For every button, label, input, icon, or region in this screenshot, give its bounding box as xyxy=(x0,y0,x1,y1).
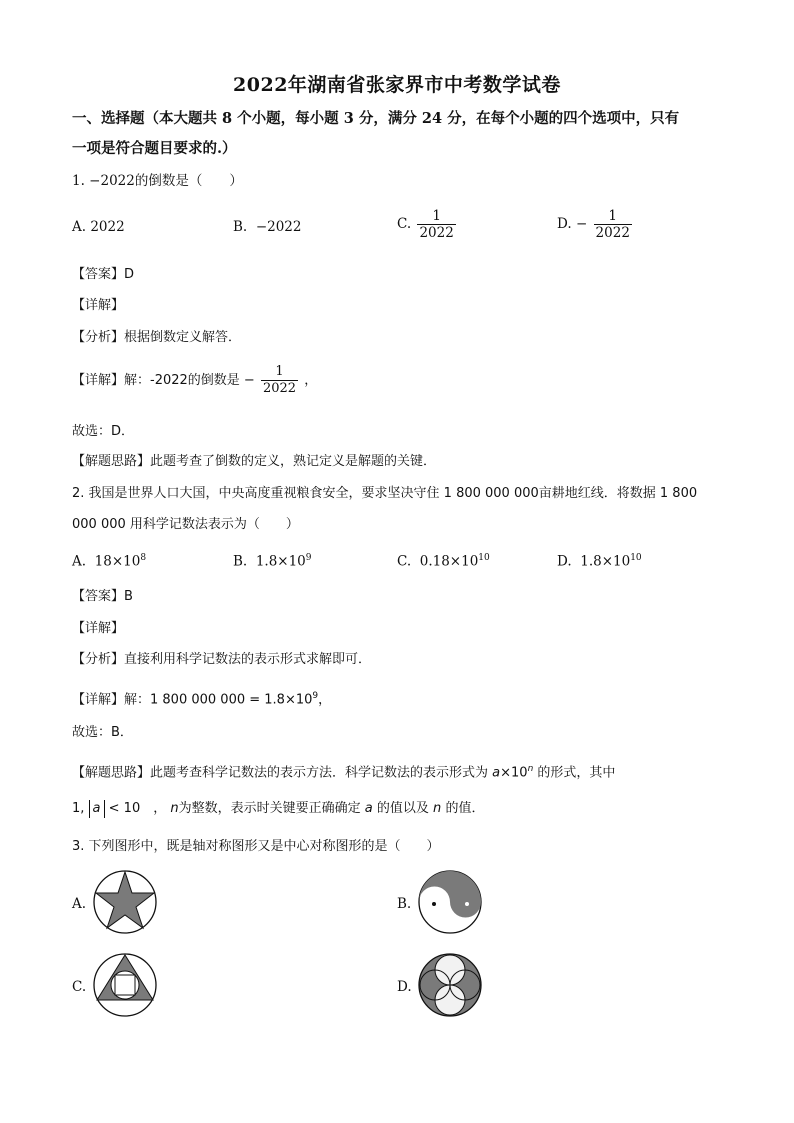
four-petal-circle-icon xyxy=(417,952,483,1018)
q1-option-d-fraction xyxy=(594,208,632,241)
q2-option-c-exp: 10 xyxy=(478,553,490,563)
q2-explanation-exp: 9 xyxy=(312,691,319,701)
q1-option-c-denominator: 2022 xyxy=(419,225,454,241)
q1-analysis: 【分析】根据倒数定义解答． xyxy=(72,330,242,345)
q1-option-c xyxy=(397,208,458,241)
q2-option-b xyxy=(233,553,312,570)
q1-option-c-fraction xyxy=(417,208,455,241)
q1-choose: 故选：D． xyxy=(72,424,135,439)
q2-idea xyxy=(72,760,615,782)
q2-idea-times: ×10 xyxy=(500,765,528,781)
q2-option-a-prefix: A. xyxy=(72,553,87,570)
q1-option-d-sign: − xyxy=(575,216,588,232)
q2-condition-n: n xyxy=(170,801,179,816)
q1-option-d xyxy=(557,208,634,241)
star-in-circle-icon xyxy=(92,869,158,935)
q2-idea-n: n xyxy=(527,764,534,774)
q3-label-a: A. xyxy=(72,896,87,912)
q2-option-d-exp: 10 xyxy=(630,553,642,563)
q2-condition-n2: n xyxy=(433,801,442,816)
q2-option-d-base: 1.8×10 xyxy=(580,553,631,570)
q2-idea-text: 【解题思路】此题考查科学记数法的表示方法．科学记数法的表示形式为 xyxy=(72,765,489,781)
q2-stem-line1: 2. 我国是世界人口大国，中央高度重视粮食安全，要求坚决守住 1 800 000 000亩耕地红线．将数据 1 800 xyxy=(72,486,698,501)
q2-option-a xyxy=(72,553,146,570)
q2-analysis: 【分析】直接利用科学记数法的表示形式求解即可． xyxy=(72,652,372,667)
q3-label-c: C. xyxy=(72,979,87,995)
q2-idea-suffix: 的形式，其中 xyxy=(537,765,616,781)
q1-explanation-numerator: 1 xyxy=(275,364,284,379)
q2-condition-prefix: 1, xyxy=(72,801,85,816)
q1-idea: 【解题思路】此题考查了倒数的定义，熟记定义是解题的关键． xyxy=(72,454,437,469)
q1-option-b-value: −2022 xyxy=(255,219,302,235)
yin-yang-icon xyxy=(417,869,483,935)
q1-option-d-numerator: 1 xyxy=(608,208,618,224)
q3-label-d: D. xyxy=(397,979,412,995)
q2-detail-header: 【详解】 xyxy=(72,621,125,636)
q2-condition-abs-a: a xyxy=(89,800,105,818)
q2-condition-end: 的值． xyxy=(445,801,485,816)
q1-explanation-text: 【详解】解：-2022的倒数是 xyxy=(72,373,240,388)
q2-option-b-exp: 9 xyxy=(305,553,312,563)
q1-detail-header: 【详解】 xyxy=(72,298,125,313)
q1-explanation-denominator: 2022 xyxy=(262,381,297,396)
q2-answer: 【答案】B xyxy=(72,589,133,604)
section-heading-line2: 一项是符合题目要求的.） xyxy=(72,140,237,157)
q2-option-d xyxy=(557,553,642,570)
q2-condition-mid: 为整数，表示时关键要正确确定 xyxy=(178,801,361,816)
q1-explanation-sign: − xyxy=(243,373,255,388)
q1-stem: 1. −2022的倒数是（ ） xyxy=(72,173,243,189)
q1-option-c-prefix: C. xyxy=(397,216,412,232)
q2-option-c xyxy=(397,553,490,570)
q1-explanation-suffix: ， xyxy=(304,373,318,388)
q2-explanation xyxy=(72,687,331,709)
page-title: 2022年湖南省张家界市中考数学试卷 xyxy=(233,74,561,96)
q1-option-c-numerator: 1 xyxy=(432,208,441,224)
q2-option-b-base: 1.8×10 xyxy=(255,553,306,570)
q2-choose: 故选：B． xyxy=(72,725,133,740)
q3-label-b: B. xyxy=(397,896,412,912)
q2-option-c-base: 0.18×10 xyxy=(419,553,479,570)
q2-condition xyxy=(72,800,484,818)
q2-option-d-prefix: D. xyxy=(557,553,572,570)
q2-option-a-base: 18×10 xyxy=(94,553,141,570)
q2-explanation-suffix: ， xyxy=(318,692,332,708)
q2-explanation-text: 【详解】解：1 800 000 000 = 1.8×10 xyxy=(72,692,313,708)
q2-idea-a: a xyxy=(492,765,501,781)
q3-stem: 3. 下列图形中，既是轴对称图形又是中心对称图形的是（ ） xyxy=(72,839,440,854)
q1-option-b-prefix: B. xyxy=(233,219,248,235)
q1-explanation-fraction xyxy=(261,364,298,397)
q2-option-c-prefix: C. xyxy=(397,553,412,570)
q1-option-d-denominator: 2022 xyxy=(595,225,630,241)
triangle-square-in-circle-icon xyxy=(92,952,158,1018)
q1-explanation xyxy=(72,364,317,397)
q1-answer: 【答案】D xyxy=(72,267,135,282)
q1-option-a: A. 2022 xyxy=(72,219,125,235)
q2-option-a-exp: 8 xyxy=(140,553,147,563)
q2-option-b-prefix: B. xyxy=(233,553,248,570)
section-heading-line1: 一、选择题（本大题共 8 个小题，每小题 3 分，满分 24 分，在每个小题的四个选项中，只有 xyxy=(72,110,680,127)
q2-condition-mid2: 的值以及 xyxy=(376,801,429,816)
q1-option-d-prefix: D. xyxy=(557,216,572,232)
q1-option-b xyxy=(233,219,301,235)
q2-stem-line2: 000 000 用科学记数法表示为（ ） xyxy=(72,517,299,532)
q2-condition-a2: a xyxy=(364,801,373,816)
q2-condition-lt: < 10 ， xyxy=(108,801,167,816)
